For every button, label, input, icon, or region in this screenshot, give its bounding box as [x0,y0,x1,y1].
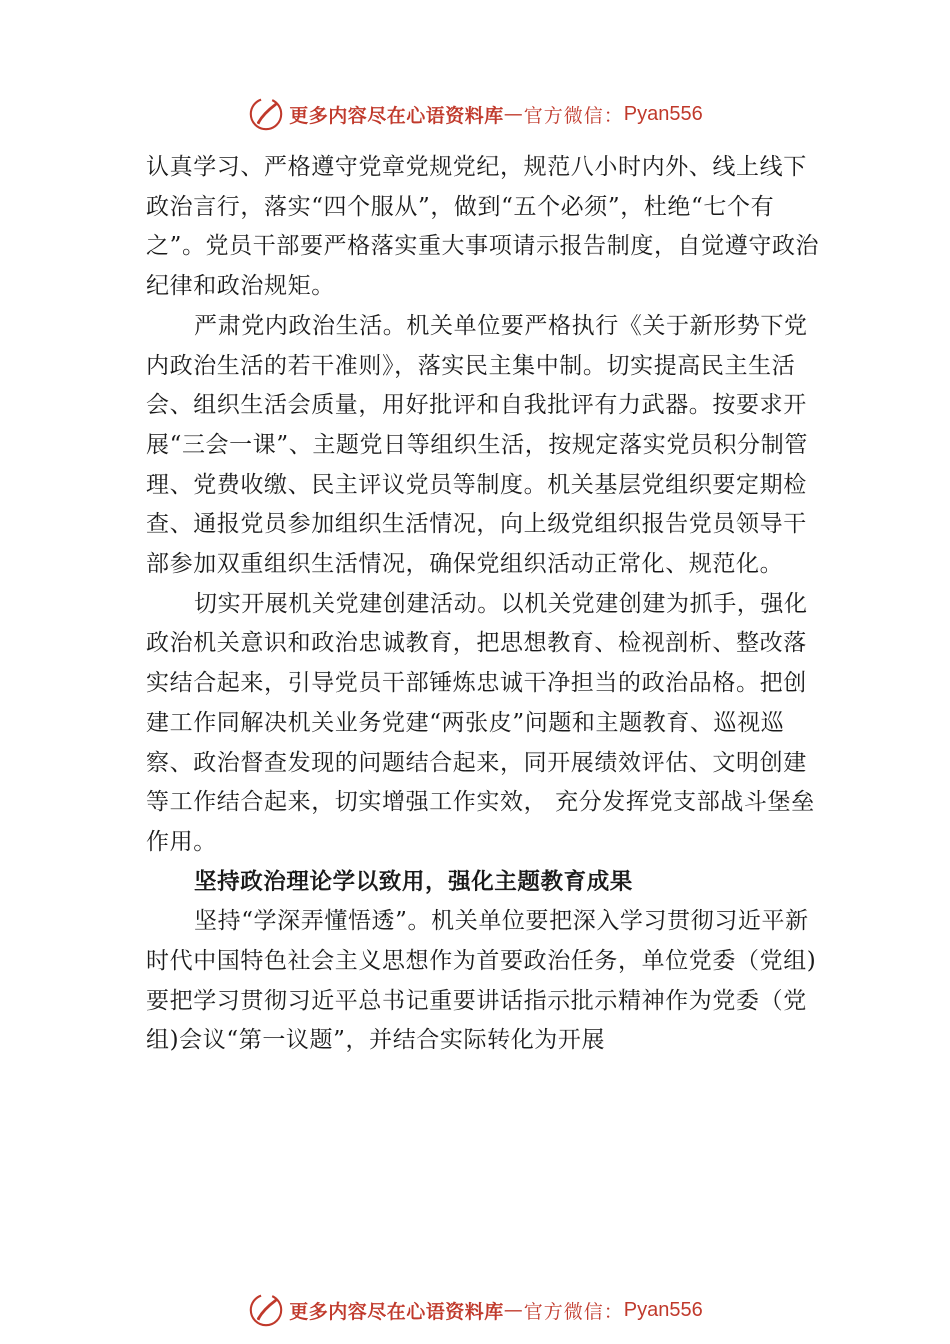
watermark-brand: 更多内容尽在心语资料库 [289,1300,504,1323]
watermark-brand: 更多内容尽在心语资料库 [289,104,504,127]
paragraph-study-theory: 坚持“学深弄懂悟透”。机关单位要把深入学习贯彻习近平新时代中国特色社会主义思想作为首要政治任务，单位党委（党组)要把学习贯彻习近平总书记重要讲话指示批示精神作为党委（党组)会议“第一议题”，并结合实际转化为开展 [146,908,817,1054]
brush-logo-icon [247,95,285,133]
watermark-footer [0,1290,950,1330]
watermark-wechat-label: 官方微信： [523,104,624,127]
watermark-wechat-id: Pyan556 [623,1298,703,1321]
watermark-wechat-id: Pyan556 [623,102,703,125]
document-body [146,148,822,1061]
section-heading: 坚持政治理论学以致用，强化主题教育成果 [194,868,633,895]
watermark-dash: — [503,1299,524,1321]
paragraph-continuation: 认真学习、严格遵守党章党规党纪，规范八小时内外、线上线下政治言行，落实“四个服从”，做到“五个必须”，杜绝“七个有之”。党员干部要严格落实重大事项请示报告制度，自觉遵守政治纪律和政治规矩。 [146,154,820,300]
watermark-wechat-label: 官方微信： [523,1300,624,1323]
watermark-dash: — [503,103,524,125]
brush-logo-icon [247,1291,285,1329]
paragraph-party-building: 切实开展机关党建创建活动。以机关党建创建为抓手，强化政治机关意识和政治忠诚教育，把思想教育、检视剖析、整改落实结合起来，引导党员干部锤炼忠诚干净担当的政治品格。把创建工作同解决机关业务党建“两张皮”问题和主题教育、巡视巡察、政治督查发现的问题结合起来，同开展绩效评估、文明创建等工作结合起来，切实增强工作实效， 充分发挥党支部战斗堡垒作用。 [146,590,815,855]
paragraph-political-life: 严肃党内政治生活。机关单位要严格执行《关于新形势下党内政治生活的若干准则》，落实民主集中制。切实提高民主生活会、组织生活会质量，用好批评和自我批评有力武器。按要求开展“三会一课”、主题党日等组织生活，按规定落实党员积分制管理、党费收缴、民主评议党员等制度。机关基层党组织要定期检查、通报党员参加组织生活情况，向上级党组织报告党员领导干部参加双重组织生活情况，确保党组织活动正常化、规范化。 [146,312,808,578]
watermark-header [0,94,950,134]
